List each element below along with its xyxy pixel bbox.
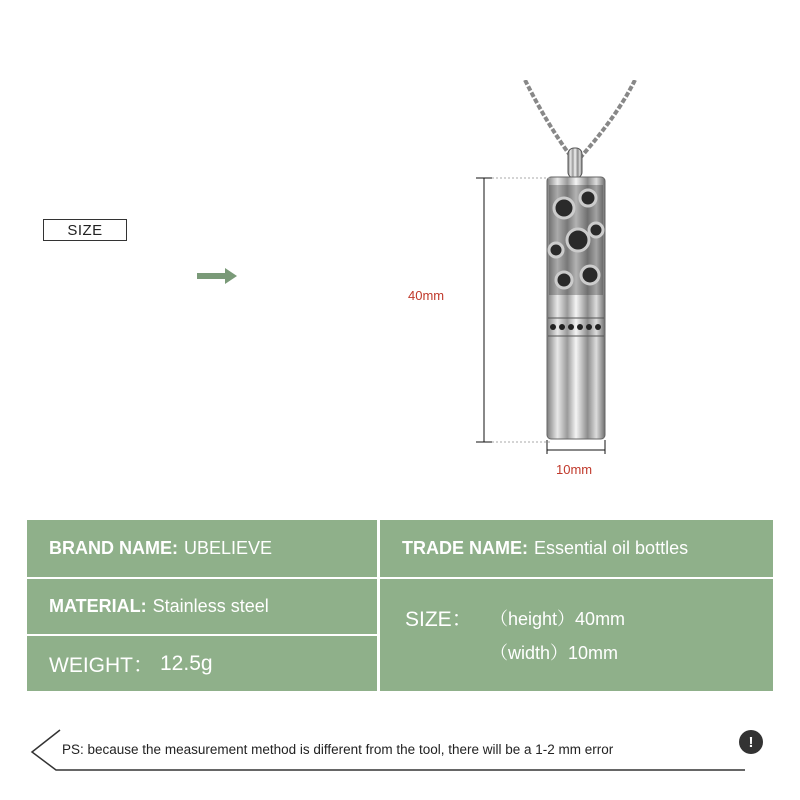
width-dimension-line bbox=[546, 436, 606, 456]
size-width: （width）10mm bbox=[490, 643, 619, 663]
height-dimension-line bbox=[474, 176, 494, 444]
spec-trade bbox=[380, 520, 773, 577]
trade-key: TRADE NAME: bbox=[402, 538, 528, 558]
spec-material bbox=[27, 579, 377, 634]
height-guide-top bbox=[492, 177, 552, 179]
height-guide-bottom bbox=[492, 441, 552, 443]
weight-key: WEIGHT： bbox=[49, 653, 154, 677]
pendant-product-image bbox=[520, 80, 640, 450]
width-label: 10mm bbox=[556, 462, 593, 477]
size-label-box bbox=[43, 219, 127, 241]
weight-value: 12.5g bbox=[160, 651, 213, 675]
measurement-note: PS: because the measurement method is different from the tool, there will be a 1-2 mm error bbox=[62, 742, 614, 757]
size-label: SIZE bbox=[67, 221, 103, 239]
height-label: 40mm bbox=[408, 288, 445, 303]
spec-weight bbox=[27, 636, 377, 691]
size-key: SIZE： bbox=[405, 608, 473, 631]
spec-brand bbox=[27, 520, 377, 577]
spec-size bbox=[380, 579, 773, 691]
size-height: （height）40mm bbox=[490, 609, 626, 629]
warning-icon: ! bbox=[739, 730, 763, 754]
arrow-right-icon bbox=[197, 268, 237, 284]
spec-table bbox=[27, 520, 773, 691]
material-value: Stainless steel bbox=[152, 596, 269, 616]
brand-value: UBELIEVE bbox=[184, 538, 273, 558]
material-key: MATERIAL: bbox=[49, 596, 147, 616]
brand-key: BRAND NAME: bbox=[49, 538, 178, 558]
trade-value: Essential oil bottles bbox=[534, 538, 689, 558]
